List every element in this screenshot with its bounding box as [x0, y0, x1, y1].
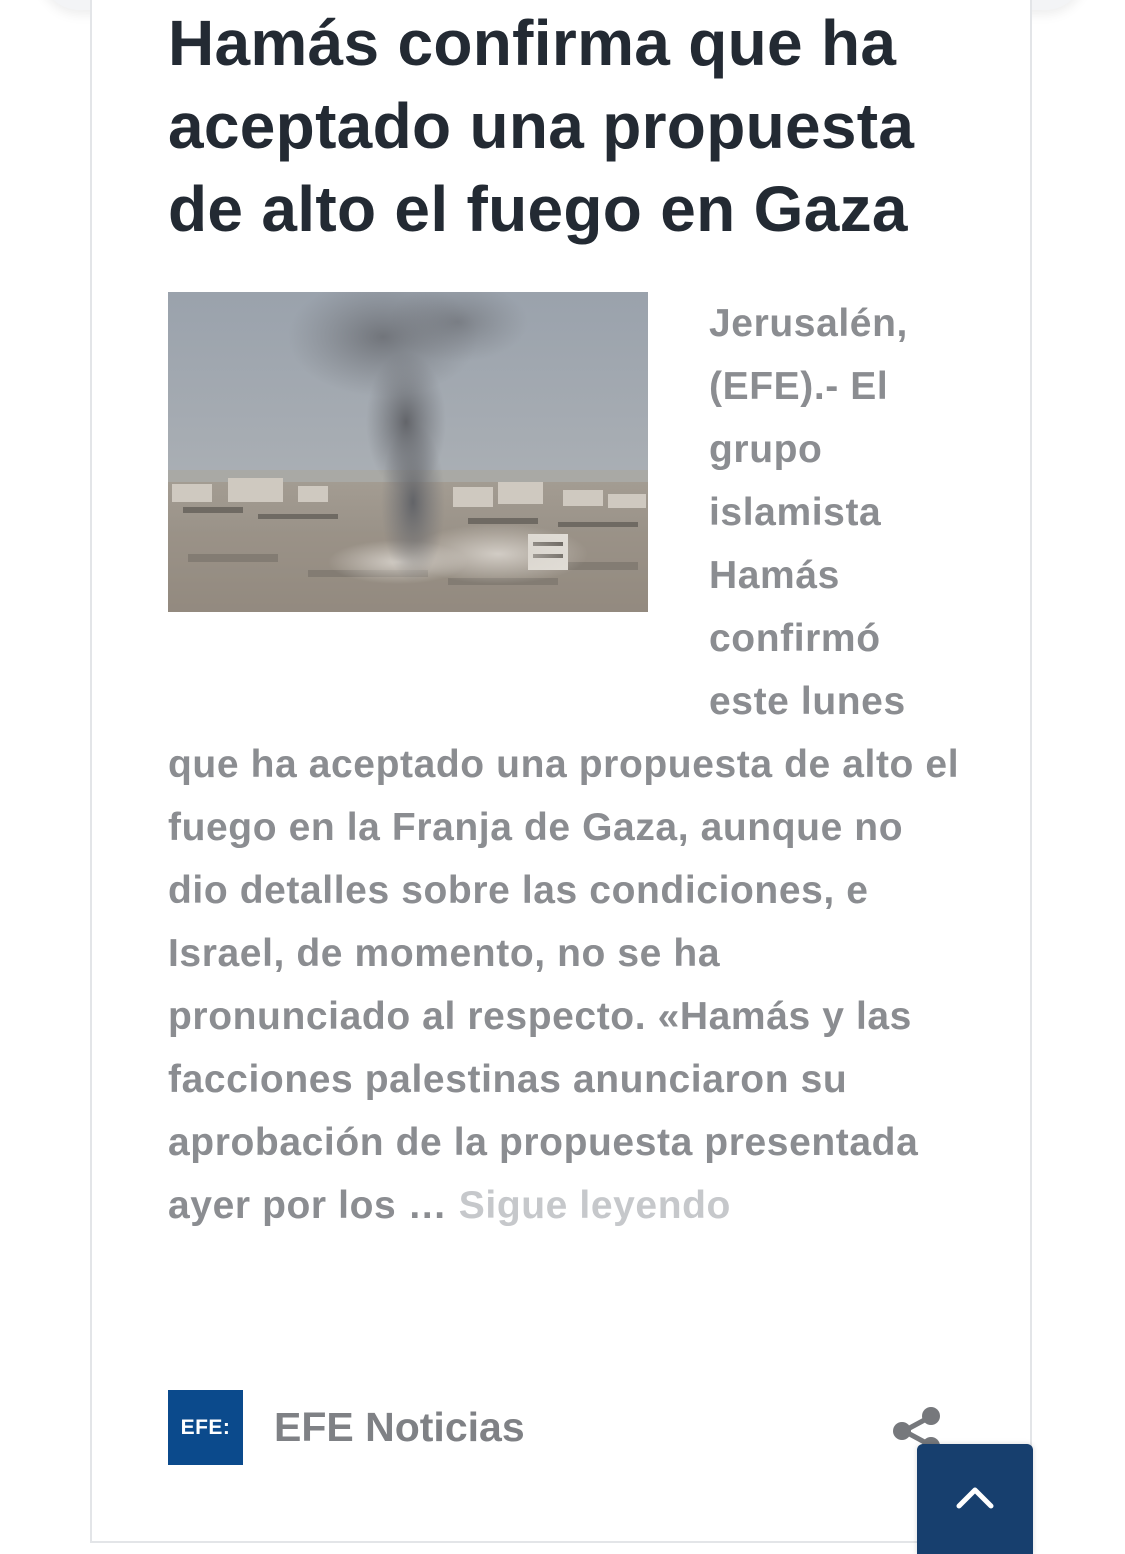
article-body: Jerusalén, (EFE).- El grupo islamista Hamás confirmó este lunes que ha aceptado una propuesta de alto el fuego en la Franja de Gaza, aunque no dio detalles sobre las condiciones, e Israel, de momento, no se ha pronunciado al respecto. «Hamás y las facciones palestinas anunciaron su aprobación de la propuesta presentada ayer por los … [168, 302, 960, 1227]
article-excerpt [168, 292, 968, 1237]
source-name[interactable]: EFE Noticias [274, 1404, 525, 1450]
back-to-top-button[interactable] [917, 1444, 1033, 1554]
article-headline[interactable]: Hamás confirma que ha aceptado una propuesta de alto el fuego en Gaza [168, 7, 915, 245]
efe-logo[interactable] [168, 1390, 243, 1465]
chevron-up-icon [955, 1484, 995, 1515]
photo-wrap-space [168, 292, 709, 712]
efe-logo-text: EFE: [180, 1415, 231, 1439]
read-more-link[interactable]: Sigue leyendo [458, 1184, 731, 1227]
